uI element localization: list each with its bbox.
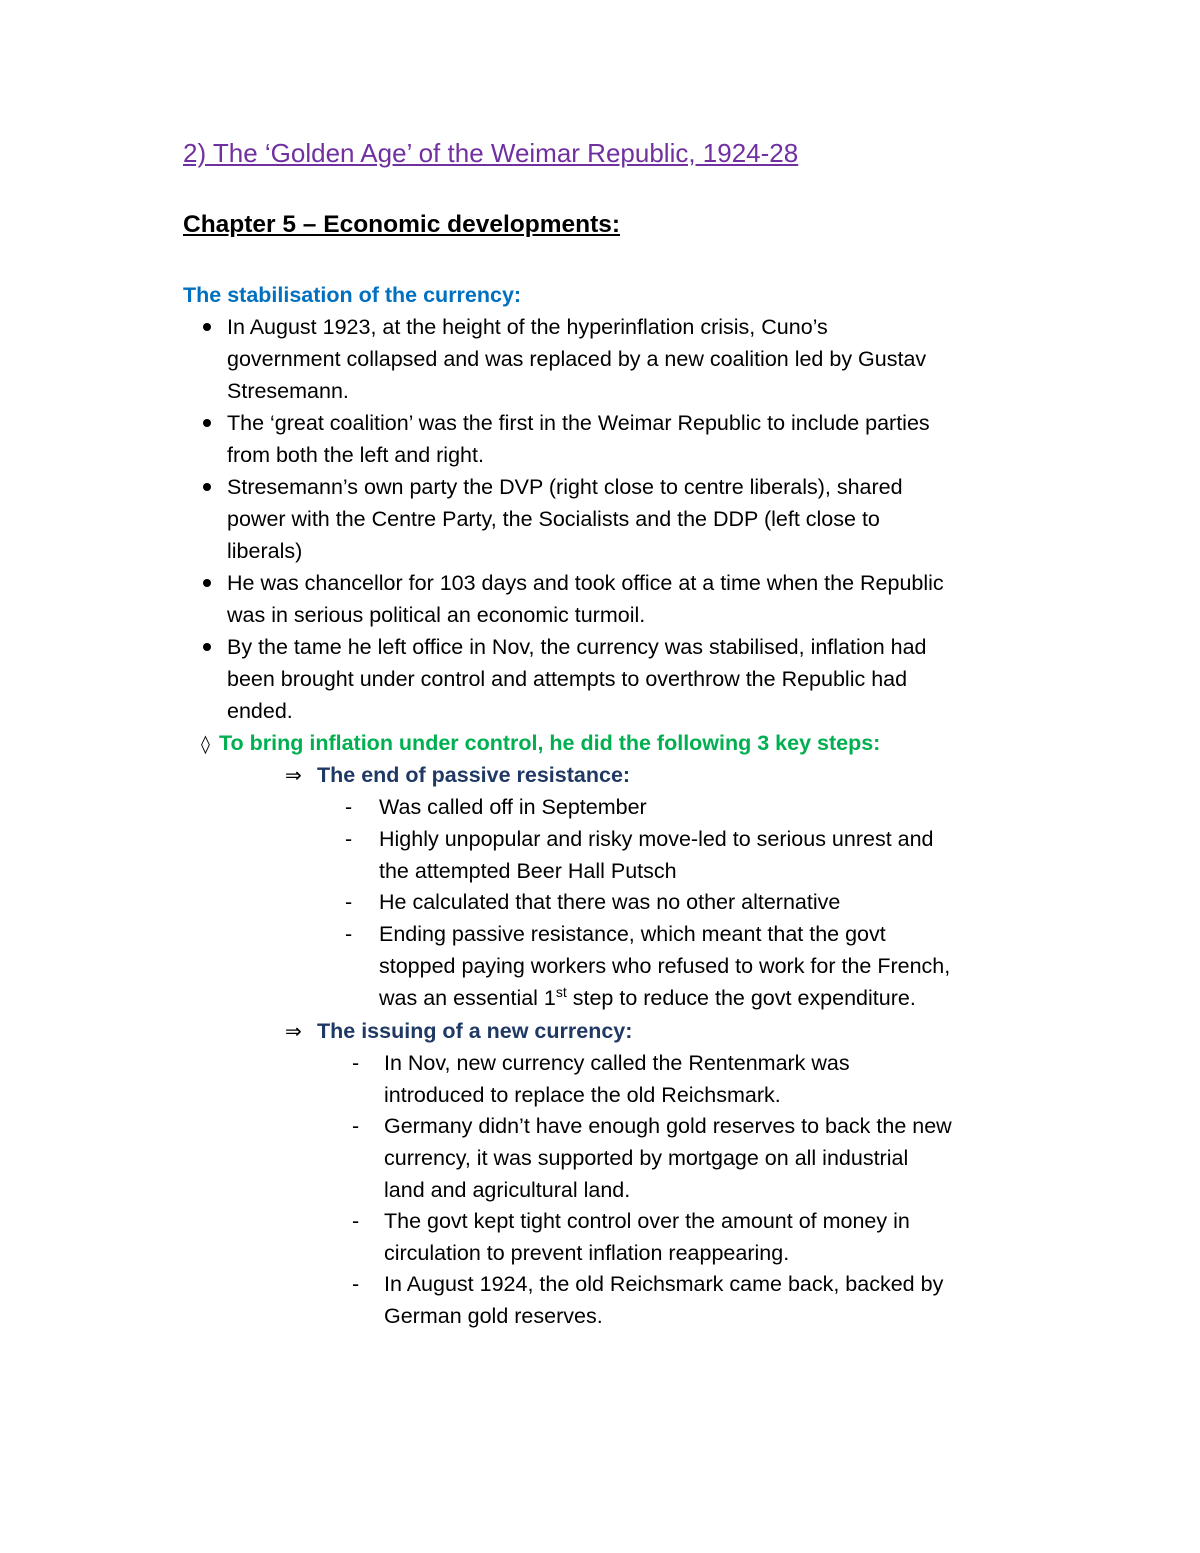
step-heading-text: The issuing of a new currency: bbox=[317, 1019, 633, 1043]
step-line: the attempted Beer Hall Putsch bbox=[379, 859, 677, 883]
bullet-line: The ‘great coalition’ was the first in the Weimar Republic to include parties bbox=[227, 411, 930, 435]
diamond-icon: ◊ bbox=[201, 734, 210, 755]
ordinal-suffix: st bbox=[555, 983, 567, 1000]
step-line: Ending passive resistance, which meant that the govt bbox=[379, 922, 886, 946]
step-heading-text: The end of passive resistance: bbox=[317, 763, 631, 787]
step-line: circulation to prevent inflation reappearing. bbox=[384, 1241, 790, 1265]
arrow-right-icon: ⇒ bbox=[285, 763, 302, 787]
chapter-heading: Chapter 5 – Economic developments: bbox=[183, 211, 621, 238]
step-line: He calculated that there was no other alternative bbox=[379, 890, 841, 914]
bullet-icon bbox=[203, 323, 211, 331]
dash-bullet: - bbox=[352, 1114, 360, 1138]
bullet-line: He was chancellor for 103 days and took office at a time when the Republic bbox=[227, 571, 944, 595]
step-line: introduced to replace the old Reichsmark. bbox=[384, 1083, 781, 1107]
arrow-right-icon: ⇒ bbox=[285, 1019, 302, 1043]
bullet-line: Stresemann’s own party the DVP (right close to centre liberals), shared bbox=[227, 475, 903, 499]
bullet-icon bbox=[203, 579, 211, 587]
step-line bbox=[379, 984, 916, 1012]
dash-bullet: - bbox=[345, 922, 353, 946]
step-line: In August 1924, the old Reichsmark came back, backed by bbox=[384, 1272, 944, 1296]
step-line-start: was an essential 1 bbox=[379, 986, 556, 1010]
bullet-line: from both the left and right. bbox=[227, 443, 484, 467]
dash-bullet: - bbox=[352, 1272, 360, 1296]
step-line: land and agricultural land. bbox=[384, 1178, 631, 1202]
step-line: currency, it was supported by mortgage on all industrial bbox=[384, 1146, 909, 1170]
dash-bullet: - bbox=[345, 795, 353, 819]
bullet-line: Stresemann. bbox=[227, 379, 349, 403]
bullet-line: was in serious political an economic turmoil. bbox=[227, 603, 646, 627]
bullet-line: power with the Centre Party, the Socialists and the DDP (left close to bbox=[227, 507, 880, 531]
step-line: Was called off in September bbox=[379, 795, 647, 819]
step-heading bbox=[285, 1017, 632, 1045]
step-line: In Nov, new currency called the Rentenmark was bbox=[384, 1051, 850, 1075]
step-line: Germany didn’t have enough gold reserves to back the new bbox=[384, 1114, 952, 1138]
bullet-line: been brought under control and attempts to overthrow the Republic had bbox=[227, 667, 908, 691]
bullet-icon bbox=[203, 483, 211, 491]
step-line: stopped paying workers who refused to work for the French, bbox=[379, 954, 951, 978]
step-line: German gold reserves. bbox=[384, 1304, 603, 1328]
bullet-line: liberals) bbox=[227, 539, 303, 563]
key-steps-note-text: To bring inflation under control, he did the following 3 key steps: bbox=[219, 731, 881, 755]
dash-bullet: - bbox=[345, 827, 353, 851]
bullet-line: government collapsed and was replaced by a new coalition led by Gustav bbox=[227, 347, 927, 371]
bullet-icon bbox=[203, 419, 211, 427]
key-steps-note bbox=[201, 729, 880, 759]
bullet-line: ended. bbox=[227, 699, 293, 723]
step-line: The govt kept tight control over the amount of money in bbox=[384, 1209, 910, 1233]
step-line-end: step to reduce the govt expenditure. bbox=[566, 986, 916, 1010]
bullet-line: In August 1923, at the height of the hyperinflation crisis, Cuno’s bbox=[227, 315, 828, 339]
dash-bullet: - bbox=[352, 1051, 360, 1075]
page-title: 2) The ‘Golden Age’ of the Weimar Republic, 1924-28 bbox=[183, 138, 799, 168]
step-line: Highly unpopular and risky move-led to serious unrest and bbox=[379, 827, 934, 851]
step-heading bbox=[285, 761, 630, 789]
bullet-icon bbox=[203, 643, 211, 651]
bullet-line: By the tame he left office in Nov, the currency was stabilised, inflation had bbox=[227, 635, 927, 659]
section-heading: The stabilisation of the currency: bbox=[183, 283, 522, 307]
dash-bullet: - bbox=[352, 1209, 360, 1233]
dash-bullet: - bbox=[345, 890, 353, 914]
